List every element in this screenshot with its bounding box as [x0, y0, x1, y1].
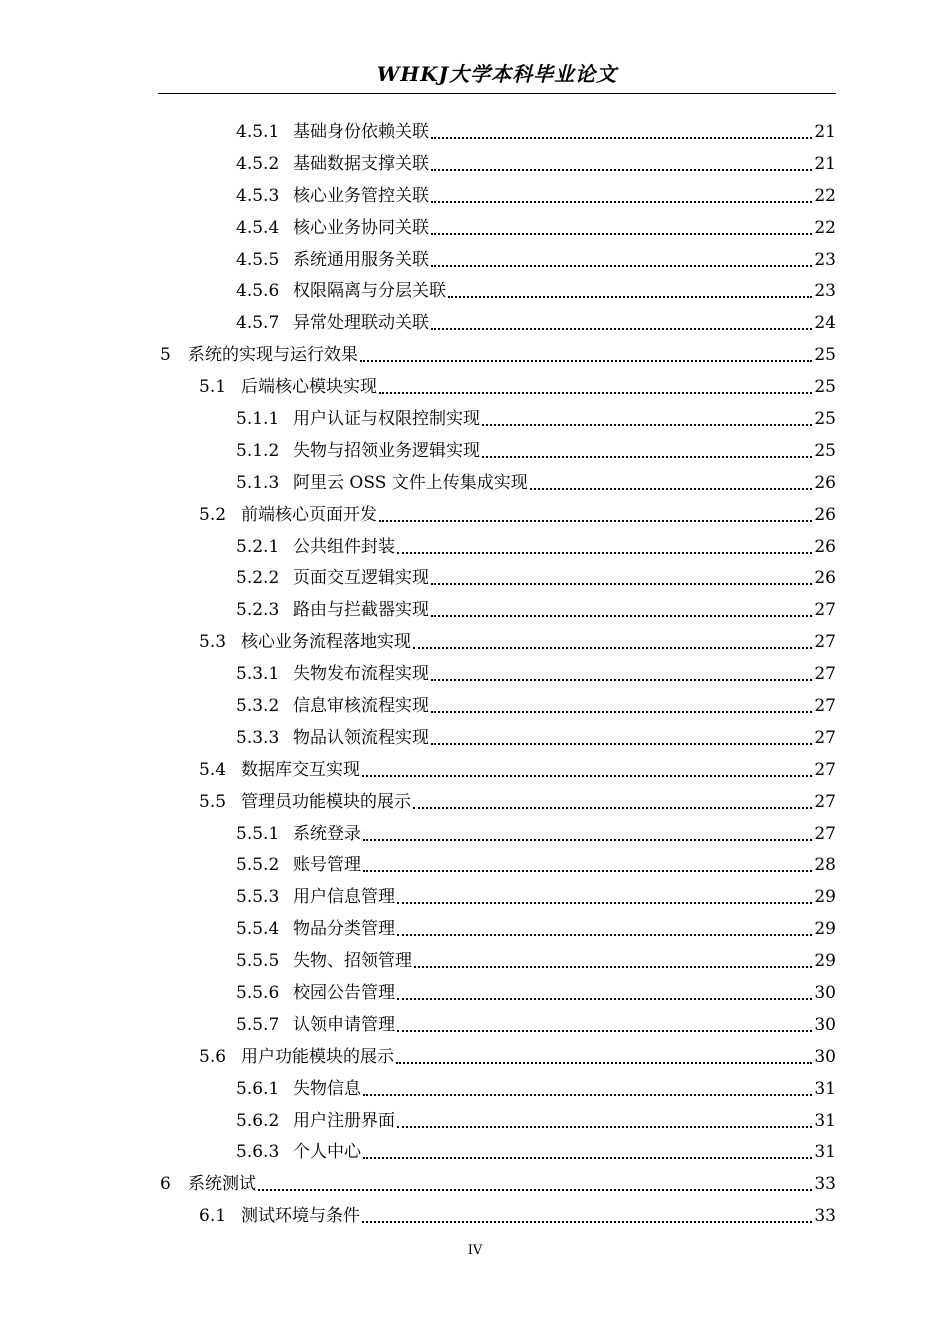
toc-entry-number: 5.5.4 [236, 919, 280, 940]
toc-entry-number: 5.3 [199, 632, 227, 653]
toc-entry-title: 失物发布流程实现 [293, 664, 429, 685]
toc-entry-title: 用户认证与权限控制实现 [293, 408, 480, 429]
toc-dot-leader [397, 552, 812, 554]
toc-dot-leader [363, 839, 812, 841]
toc-entry[interactable] [0, 1200, 950, 1232]
toc-entry-page: 25 [814, 345, 836, 366]
toc-entry-page: 23 [814, 281, 836, 302]
toc-entry-page: 30 [814, 1046, 836, 1067]
toc-entry-title: 数据库交互实现 [241, 759, 360, 780]
toc-entry-title: 核心业务管控关联 [293, 185, 429, 206]
toc-entry[interactable] [0, 275, 950, 307]
toc-entry-title: 核心业务协同关联 [293, 217, 429, 238]
toc-entry-page: 27 [814, 791, 836, 812]
toc-entry-page: 26 [814, 568, 836, 589]
toc-dot-leader [363, 1094, 812, 1096]
toc-entry[interactable] [0, 690, 950, 722]
toc-entry-page: 21 [814, 121, 836, 142]
toc-entry-title: 失物信息 [293, 1078, 361, 1099]
toc-entry-page: 26 [814, 536, 836, 557]
toc-entry-number: 5.6 [199, 1046, 227, 1067]
toc-dot-leader [431, 328, 812, 330]
toc-entry-page: 31 [814, 1142, 836, 1163]
toc-entry[interactable] [0, 1137, 950, 1169]
toc-dot-leader [482, 456, 812, 458]
toc-dot-leader [397, 998, 812, 1000]
toc-entry[interactable] [0, 754, 950, 786]
toc-entry[interactable] [0, 1168, 950, 1200]
toc-dot-leader [431, 679, 812, 681]
toc-entry-number: 5.5.6 [236, 982, 280, 1003]
toc-entry-number: 5.5.5 [236, 951, 280, 972]
toc-entry-title: 失物与招领业务逻辑实现 [293, 440, 480, 461]
toc-entry-page: 25 [814, 377, 836, 398]
toc-entry-number: 5.4 [199, 759, 227, 780]
toc-entry-number: 4.5.3 [236, 185, 280, 206]
toc-entry-page: 27 [814, 759, 836, 780]
toc-entry-number: 5.6.3 [236, 1142, 280, 1163]
toc-entry[interactable] [0, 339, 950, 371]
toc-entry[interactable] [0, 1041, 950, 1073]
toc-dot-leader [414, 966, 812, 968]
toc-entry-number: 5.1.3 [236, 472, 280, 493]
table-of-contents [0, 116, 950, 1232]
toc-entry-number: 5.2.1 [236, 536, 280, 557]
toc-entry-page: 26 [814, 472, 836, 493]
toc-entry-page: 27 [814, 727, 836, 748]
toc-entry-page: 27 [814, 823, 836, 844]
toc-dot-leader [397, 934, 812, 936]
toc-entry[interactable] [0, 244, 950, 276]
toc-entry-title: 页面交互逻辑实现 [293, 568, 429, 589]
toc-entry-page: 22 [814, 217, 836, 238]
toc-entry-page: 27 [814, 664, 836, 685]
toc-entry-title: 用户注册界面 [293, 1110, 395, 1131]
toc-entry[interactable] [0, 116, 950, 148]
toc-entry[interactable] [0, 1105, 950, 1137]
toc-entry-title: 认领申请管理 [293, 1014, 395, 1035]
toc-entry[interactable] [0, 435, 950, 467]
toc-entry-page: 33 [814, 1206, 836, 1227]
toc-dot-leader [431, 615, 812, 617]
toc-entry[interactable] [0, 148, 950, 180]
thesis-header-title: WHKJ大学本科毕业论文 [376, 62, 618, 86]
toc-entry-number: 5.6.1 [236, 1078, 280, 1099]
toc-entry-number: 5.1.2 [236, 440, 280, 461]
toc-dot-leader [482, 424, 812, 426]
toc-entry-page: 25 [814, 440, 836, 461]
toc-dot-leader [431, 169, 812, 171]
toc-entry-title: 物品分类管理 [293, 919, 395, 940]
toc-entry[interactable] [0, 849, 950, 881]
toc-dot-leader [396, 1062, 812, 1064]
toc-entry-title: 前端核心页面开发 [241, 504, 377, 525]
toc-entry-number: 4.5.7 [236, 313, 280, 334]
toc-dot-leader [360, 360, 812, 362]
toc-entry-number: 5.2 [199, 504, 227, 525]
toc-dot-leader [431, 711, 812, 713]
toc-dot-leader [362, 775, 812, 777]
toc-entry[interactable] [0, 818, 950, 850]
toc-entry-title: 系统的实现与运行效果 [188, 345, 358, 366]
toc-entry-title: 用户信息管理 [293, 887, 395, 908]
toc-entry[interactable] [0, 626, 950, 658]
toc-entry-page: 29 [814, 951, 836, 972]
toc-dot-leader [258, 1189, 812, 1191]
toc-entry-page: 29 [814, 919, 836, 940]
toc-dot-leader [431, 743, 812, 745]
toc-entry-title: 个人中心 [293, 1142, 361, 1163]
toc-entry-page: 27 [814, 695, 836, 716]
toc-entry-title: 系统测试 [188, 1174, 256, 1195]
toc-entry[interactable] [0, 913, 950, 945]
toc-entry-number: 5.5 [199, 791, 227, 812]
toc-entry-page: 25 [814, 408, 836, 429]
toc-entry[interactable] [0, 658, 950, 690]
toc-entry-page: 27 [814, 632, 836, 653]
toc-entry-page: 22 [814, 185, 836, 206]
toc-dot-leader [448, 296, 812, 298]
toc-entry-title: 物品认领流程实现 [293, 727, 429, 748]
toc-entry-number: 5.5.1 [236, 823, 280, 844]
toc-entry-title: 异常处理联动关联 [293, 313, 429, 334]
toc-entry-title: 核心业务流程落地实现 [241, 632, 411, 653]
toc-entry-page: 21 [814, 153, 836, 174]
toc-entry-title: 信息审核流程实现 [293, 695, 429, 716]
toc-entry[interactable] [0, 180, 950, 212]
toc-entry[interactable] [0, 945, 950, 977]
toc-entry-page: 31 [814, 1078, 836, 1099]
page-number: IV [467, 1243, 483, 1258]
toc-entry-number: 5 [160, 345, 171, 366]
toc-entry-number: 5.6.2 [236, 1110, 280, 1131]
toc-entry-title: 账号管理 [293, 855, 361, 876]
toc-dot-leader [413, 807, 812, 809]
toc-entry-page: 28 [814, 855, 836, 876]
toc-entry-title: 阿里云 OSS 文件上传集成实现 [293, 472, 528, 493]
toc-entry[interactable] [0, 499, 950, 531]
toc-entry-number: 5.1.1 [236, 408, 280, 429]
toc-dot-leader [362, 1221, 812, 1223]
toc-entry-number: 4.5.5 [236, 249, 280, 270]
toc-entry-number: 6.1 [199, 1206, 227, 1227]
toc-entry[interactable] [0, 1073, 950, 1105]
toc-entry-number: 5.3.1 [236, 664, 280, 685]
toc-entry-title: 校园公告管理 [293, 982, 395, 1003]
toc-dot-leader [363, 870, 812, 872]
toc-entry-title: 测试环境与条件 [241, 1206, 360, 1227]
toc-entry-title: 路由与拦截器实现 [293, 600, 429, 621]
toc-dot-leader [431, 201, 812, 203]
toc-entry-page: 30 [814, 1014, 836, 1035]
toc-entry-page: 29 [814, 887, 836, 908]
toc-entry-page: 30 [814, 982, 836, 1003]
toc-dot-leader [431, 265, 812, 267]
toc-entry-title: 基础身份依赖关联 [293, 121, 429, 142]
toc-entry-number: 5.5.7 [236, 1014, 280, 1035]
toc-entry-number: 5.3.2 [236, 695, 280, 716]
toc-entry-number: 4.5.6 [236, 281, 280, 302]
toc-dot-leader [379, 520, 812, 522]
toc-entry-title: 基础数据支撑关联 [293, 153, 429, 174]
toc-entry[interactable] [0, 977, 950, 1009]
toc-entry-page: 24 [814, 313, 836, 334]
toc-entry-title: 失物、招领管理 [293, 951, 412, 972]
toc-entry-title: 权限隔离与分层关联 [293, 281, 446, 302]
toc-entry[interactable] [0, 307, 950, 339]
toc-entry[interactable] [0, 531, 950, 563]
toc-entry-number: 5.3.3 [236, 727, 280, 748]
toc-dot-leader [397, 902, 812, 904]
header-divider [158, 93, 836, 94]
toc-entry-number: 4.5.2 [236, 153, 280, 174]
toc-entry-number: 5.5.3 [236, 887, 280, 908]
toc-entry[interactable] [0, 212, 950, 244]
toc-entry-page: 23 [814, 249, 836, 270]
toc-entry-title: 管理员功能模块的展示 [241, 791, 411, 812]
toc-entry[interactable] [0, 467, 950, 499]
toc-dot-leader [397, 1030, 812, 1032]
toc-dot-leader [530, 488, 813, 490]
toc-dot-leader [431, 137, 812, 139]
toc-dot-leader [431, 583, 812, 585]
toc-entry-page: 31 [814, 1110, 836, 1131]
toc-entry-page: 26 [814, 504, 836, 525]
toc-entry-title: 用户功能模块的展示 [241, 1046, 394, 1067]
toc-entry[interactable] [0, 881, 950, 913]
toc-entry-number: 5.2.3 [236, 600, 280, 621]
toc-dot-leader [431, 233, 812, 235]
toc-dot-leader [363, 1157, 812, 1159]
toc-entry-title: 系统通用服务关联 [293, 249, 429, 270]
toc-entry[interactable] [0, 371, 950, 403]
toc-entry-title: 公共组件封装 [293, 536, 395, 557]
toc-entry-title: 系统登录 [293, 823, 361, 844]
toc-entry[interactable] [0, 403, 950, 435]
toc-dot-leader [397, 1126, 812, 1128]
toc-dot-leader [379, 392, 812, 394]
toc-entry[interactable] [0, 722, 950, 754]
toc-entry-number: 6 [160, 1174, 171, 1195]
toc-dot-leader [413, 647, 812, 649]
toc-entry-number: 4.5.1 [236, 121, 280, 142]
toc-entry[interactable] [0, 786, 950, 818]
toc-entry[interactable] [0, 594, 950, 626]
toc-entry-page: 33 [814, 1174, 836, 1195]
toc-entry[interactable] [0, 562, 950, 594]
toc-entry-number: 4.5.4 [236, 217, 280, 238]
toc-entry-number: 5.2.2 [236, 568, 280, 589]
toc-entry-number: 5.1 [199, 377, 227, 398]
toc-entry[interactable] [0, 1009, 950, 1041]
toc-entry-number: 5.5.2 [236, 855, 280, 876]
toc-entry-title: 后端核心模块实现 [241, 377, 377, 398]
toc-entry-page: 27 [814, 600, 836, 621]
